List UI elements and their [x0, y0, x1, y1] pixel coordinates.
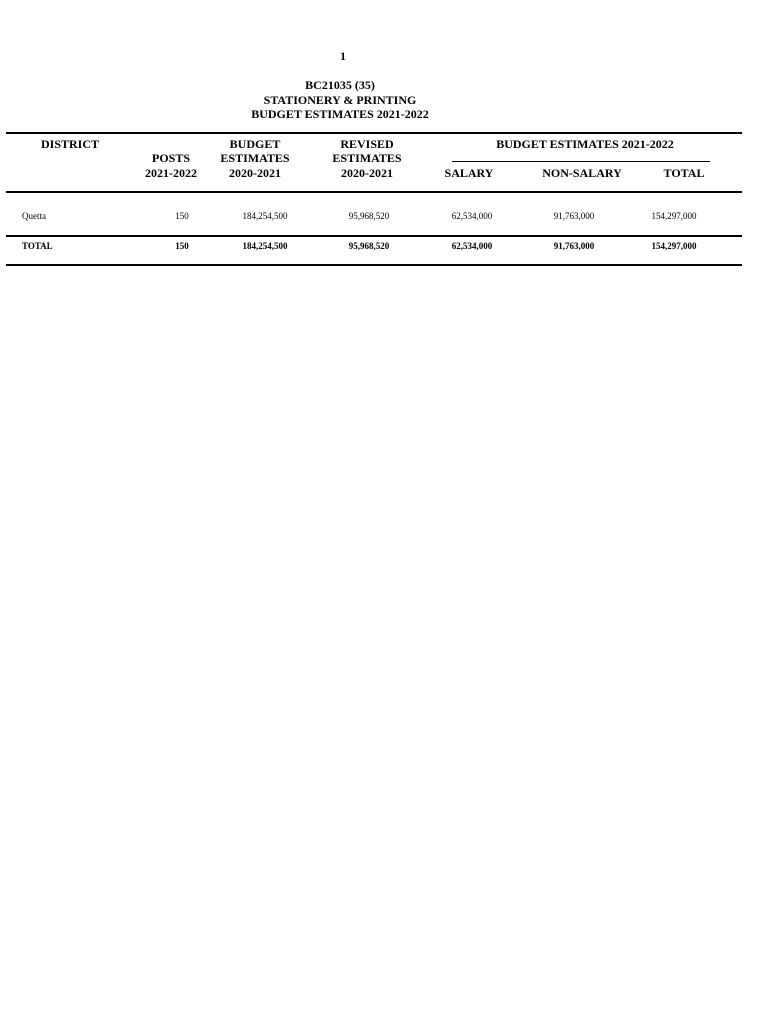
header-total: TOTAL: [663, 166, 705, 180]
header-revised-line3: 2020-2021: [341, 166, 393, 180]
cell-posts: 150: [175, 211, 189, 221]
cell-non-salary: 91,763,000: [553, 211, 595, 221]
total-posts: 150: [175, 241, 189, 251]
header-budget-line2: ESTIMATES: [220, 151, 290, 165]
table-bottom-rule: [6, 264, 742, 266]
cell-total: 154,297,000: [651, 211, 697, 221]
document-subtitle: BUDGET ESTIMATES 2021-2022: [251, 107, 429, 121]
cell-salary: 62,534,000: [451, 211, 493, 221]
header-budget-2021-group: BUDGET ESTIMATES 2021-2022: [496, 137, 674, 151]
header-revised-line2: ESTIMATES: [332, 151, 402, 165]
document-code: BC21035 (35): [305, 78, 375, 92]
document-title: STATIONERY & PRINTING: [263, 93, 417, 107]
total-total: 154,297,000: [651, 241, 697, 251]
cell-budget-estimates: 184,254,500: [242, 211, 288, 221]
header-district: DISTRICT: [41, 137, 100, 151]
total-label: TOTAL: [22, 241, 53, 251]
total-salary: 62,534,000: [451, 241, 493, 251]
header-bottom-rule: [6, 191, 742, 193]
header-posts-line2: 2021-2022: [145, 166, 197, 180]
cell-revised-estimates: 95,968,520: [348, 211, 390, 221]
header-salary: SALARY: [444, 166, 494, 180]
group-header-underline: [452, 161, 710, 162]
header-non-salary: NON-SALARY: [542, 166, 622, 180]
page-number: 1: [340, 49, 346, 63]
table-top-rule: [6, 132, 742, 134]
header-posts-line1: POSTS: [151, 151, 190, 165]
total-non-salary: 91,763,000: [553, 241, 595, 251]
total-top-rule: [6, 235, 742, 237]
header-budget-line3: 2020-2021: [229, 166, 281, 180]
total-revised-estimates: 95,968,520: [348, 241, 390, 251]
header-budget-line1: BUDGET: [229, 137, 281, 151]
total-budget-estimates: 184,254,500: [242, 241, 288, 251]
header-revised-line1: REVISED: [340, 137, 394, 151]
cell-district: Quetta: [22, 211, 46, 221]
